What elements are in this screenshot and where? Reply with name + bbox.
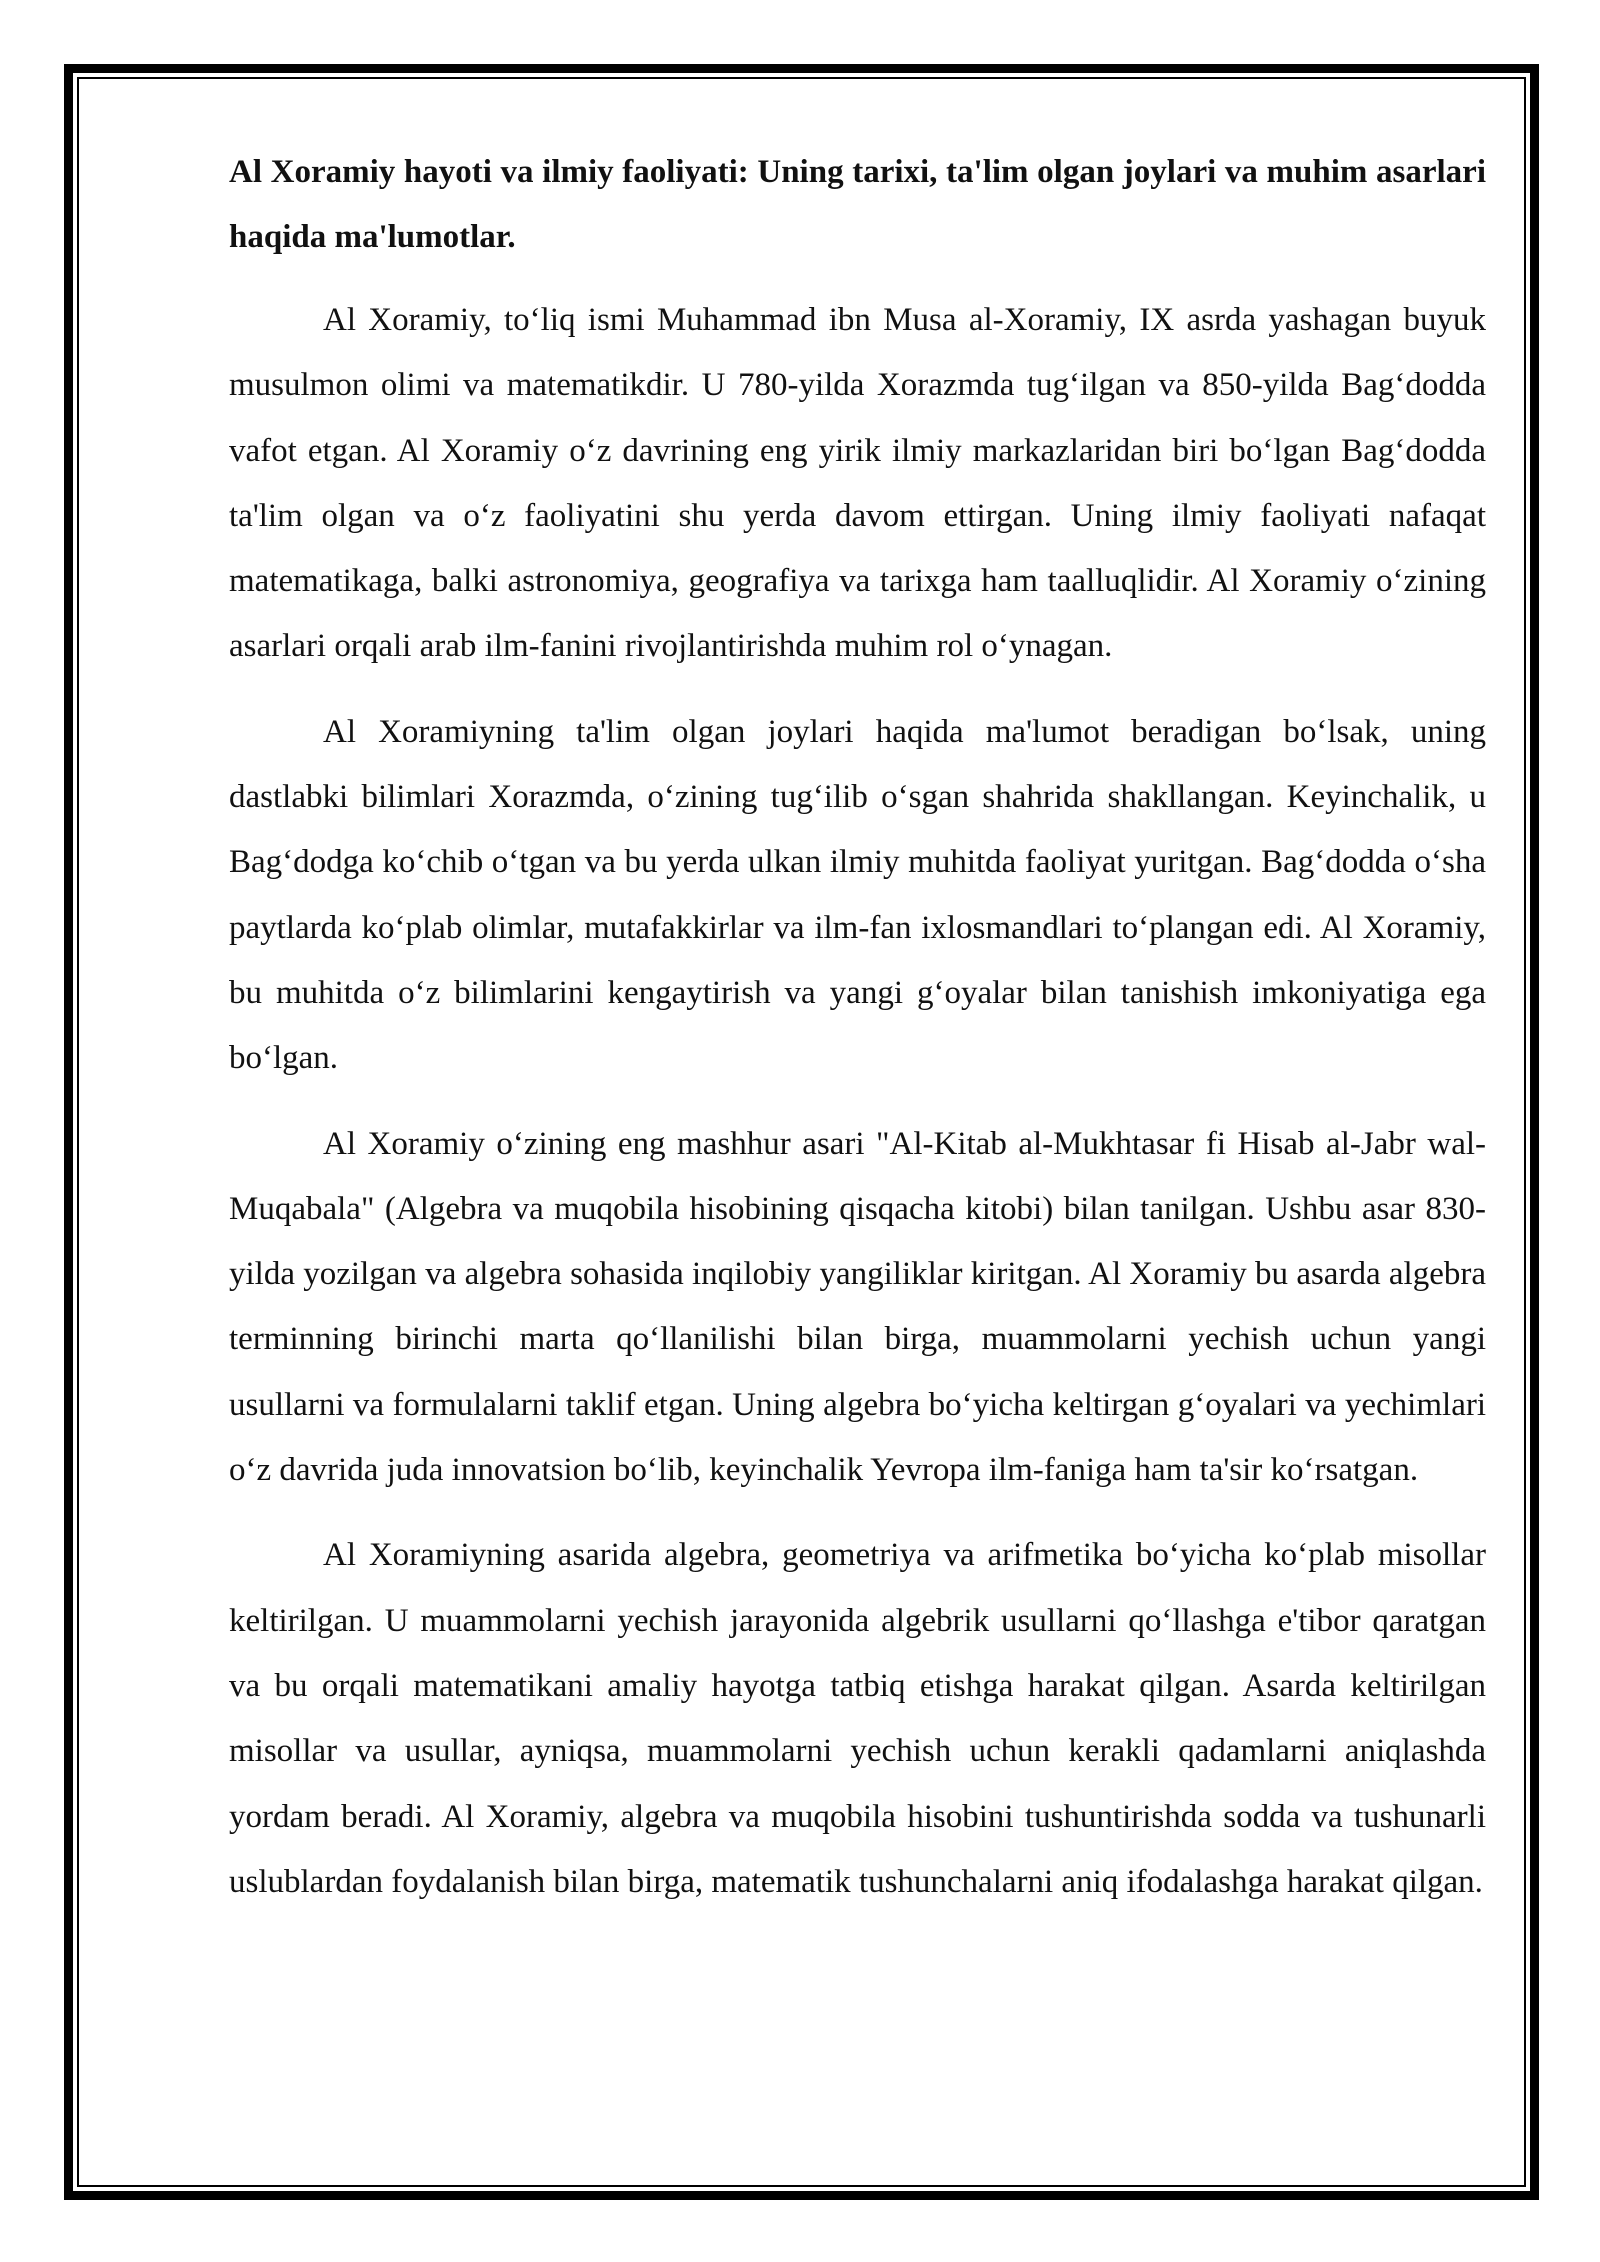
paragraph-4: Al Xoramiyning asarida algebra, geometriya va arifmetika bo‘yicha ko‘plab misollar keltirilgan. U muammolarni yechish jarayonida algebrik usullarni qo‘llashga e'tibor qaratgan va bu orqali matematikani amaliy hayotga tatbiq etishga harakat qilgan. Asarda keltirilgan misollar va usullar, ayniqsa, muammolarni yechish uchun kerakli qadamlarni aniqlashda yordam beradi. Al Xoramiy, algebra va muqobila hisobini tushuntirishda sodda va tushunarli uslublardan foydalanish bilan birga, matematik tushunchalarni aniq ifodalashga harakat qilgan. [229,1537,1486,1900]
document-body [229,140,1486,1935]
document-title: Al Xoramiy hayoti va ilmiy faoliyati: Uning tarixi, ta'lim olgan joylari va muhim asarlari haqida ma'lumotlar. [229,154,1486,255]
paragraph-2: Al Xoramiyning ta'lim olgan joylari haqida ma'lumot beradigan bo‘lsak, uning dastlabki bilimlari Xorazmda, o‘zining tug‘ilib o‘sgan shahrida shakllangan. Keyinchalik, u Bag‘dodga ko‘chib o‘tgan va bu yerda ulkan ilmiy muhitda faoliyat yuritgan. Bag‘dodda o‘sha paytlarda ko‘plab olimlar, mutafakkirlar va ilm-fan ixlosmandlari to‘plangan edi. Al Xoramiy, bu muhitda o‘z bilimlarini kengaytirish va yangi g‘oyalar bilan tanishish imkoniyatiga ega bo‘lgan. [229,713,1486,1077]
paragraph-1: Al Xoramiy, to‘liq ismi Muhammad ibn Musa al-Xoramiy, IX asrda yashagan buyuk musulmon olimi va matematikdir. U 780-yilda Xorazmda tug‘ilgan va 850-yilda Bag‘dodda vafot etgan. Al Xoramiy o‘z davrining eng yirik ilmiy markazlaridan biri bo‘lgan Bag‘dodda ta'lim olgan va o‘z faoliyatini shu yerda davom ettirgan. Uning ilmiy faoliyati nafaqat matematikaga, balki astronomiya, geografiya va tarixga ham taalluqlidir. Al Xoramiy o‘zining asarlari orqali arab ilm-fanini rivojlantirishda muhim rol o‘ynagan. [229,302,1486,665]
paragraph-3: Al Xoramiy o‘zining eng mashhur asari "Al-Kitab al-Mukhtasar fi Hisab al-Jabr wal-Muqabala" (Algebra va muqobila hisobining qisqacha kitobi) bilan tanilgan. Ushbu asar 830-yilda yozilgan va algebra sohasida inqilobiy yangiliklar kiritgan. Al Xoramiy bu asarda algebra terminning birinchi marta qo‘llanilishi bilan birga, muammolarni yechish uchun yangi usullarni va formulalarni taklif etgan. Uning algebra bo‘yicha keltirgan g‘oyalari va yechimlari o‘z davrida juda innovatsion bo‘lib, keyinchalik Yevropa ilm-faniga ham ta'sir ko‘rsatgan. [229,1125,1486,1489]
